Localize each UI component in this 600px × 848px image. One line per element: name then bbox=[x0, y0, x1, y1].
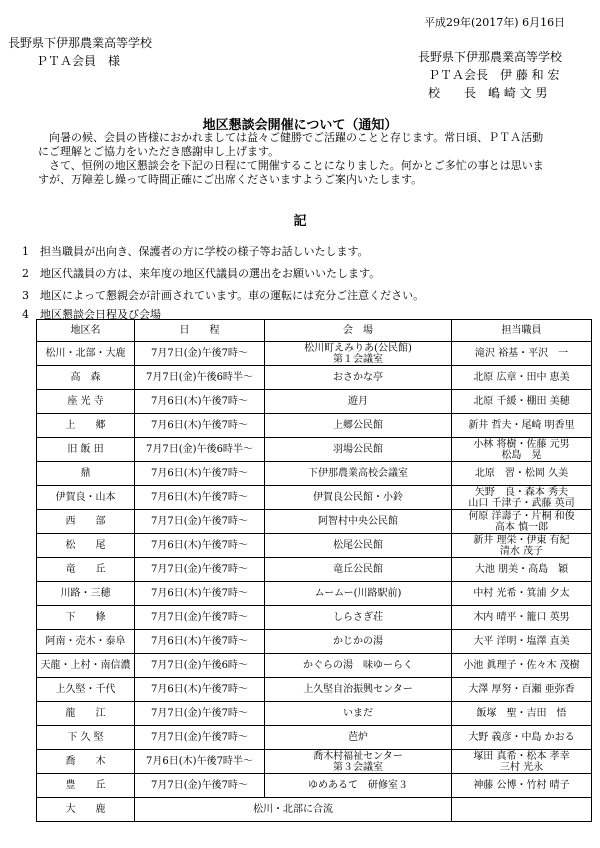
body-line: さて、恒例の地区懇談会を下記の日程にて開催することになりました。何かとご多忙の事とは思いま bbox=[49, 159, 544, 172]
district-cell: 鼎 bbox=[37, 462, 135, 486]
staff-cell: 新井 理栄・伊東 有紀 清水 茂子 bbox=[452, 534, 592, 558]
document-title: 地区懇談会開催について（通知） bbox=[202, 118, 398, 133]
notice-item-4: 4 地区懇談会日程及び会場 bbox=[22, 308, 161, 321]
sender-principal: 校 長 嶋 崎 文 男 bbox=[428, 86, 548, 100]
schedule-row bbox=[37, 702, 592, 726]
schedule-row bbox=[37, 606, 592, 630]
district-cell: 伊賀良・山本 bbox=[37, 486, 135, 510]
district-cell: 上久堅・千代 bbox=[37, 678, 135, 702]
schedule-cell: 7月7日(金)午後6時半～ bbox=[135, 438, 265, 462]
schedule-table bbox=[36, 319, 592, 822]
body-line: すが、万障差し繰って時間正確にご出席くださいますようご案内いたします。 bbox=[38, 173, 423, 186]
schedule-body bbox=[37, 342, 592, 822]
schedule-cell: 7月7日(金)午後7時～ bbox=[135, 702, 265, 726]
venue-cell: 竜丘公民館 bbox=[265, 558, 452, 582]
district-cell: 大 鹿 bbox=[37, 798, 135, 822]
schedule-cell: 7月6日(木)午後7時～ bbox=[135, 462, 265, 486]
district-cell: 座 光 寺 bbox=[37, 390, 135, 414]
district-cell: 松川・北部・大鹿 bbox=[37, 342, 135, 366]
venue-cell: 松尾公民館 bbox=[265, 534, 452, 558]
recipient-name: ＰＴＡ会員 様 bbox=[36, 54, 121, 68]
schedule-cell: 7月6日(木)午後7時～ bbox=[135, 534, 265, 558]
district-cell: 龍 江 bbox=[37, 702, 135, 726]
schedule-row bbox=[37, 534, 592, 558]
header-staff: 担当職員 bbox=[452, 320, 592, 342]
notice-item-1: 1 担当職員が出向き、保護者の方に学校の様子等お話しいたします。 bbox=[22, 245, 369, 258]
schedule-cell: 7月7日(金)午後7時～ bbox=[135, 774, 265, 798]
venue-cell: しらさぎ荘 bbox=[265, 606, 452, 630]
body-line: にご理解とご協力をいただき感謝申し上げます。 bbox=[38, 145, 280, 158]
venue-cell: いまだ bbox=[265, 702, 452, 726]
venue-cell: ムームー(川路駅前) bbox=[265, 582, 452, 606]
district-cell: 竜 丘 bbox=[37, 558, 135, 582]
empty-staff-cell bbox=[452, 798, 592, 822]
district-cell: 豊 丘 bbox=[37, 774, 135, 798]
venue-cell: 下伊那農業高校会議室 bbox=[265, 462, 452, 486]
schedule-row bbox=[37, 438, 592, 462]
district-cell: 阿南・売木・泰阜 bbox=[37, 630, 135, 654]
district-cell: 西 部 bbox=[37, 510, 135, 534]
schedule-cell: 7月7日(金)午後7時～ bbox=[135, 606, 265, 630]
schedule-cell: 7月7日(金)午後7時～ bbox=[135, 558, 265, 582]
staff-cell: 中村 光希・箕浦 夕太 bbox=[452, 582, 592, 606]
schedule-row bbox=[37, 414, 592, 438]
venue-cell: 伊賀良公民館・小鈴 bbox=[265, 486, 452, 510]
venue-cell: 松川町えみりあ(公民館) 第１会議室 bbox=[265, 342, 452, 366]
schedule-cell: 7月6日(木)午後7時～ bbox=[135, 678, 265, 702]
header-venue: 会 場 bbox=[265, 320, 452, 342]
venue-cell: 上久堅自治振興センター bbox=[265, 678, 452, 702]
schedule-row bbox=[37, 342, 592, 366]
schedule-row bbox=[37, 486, 592, 510]
venue-cell: 芭炉 bbox=[265, 726, 452, 750]
schedule-cell: 7月6日(木)午後7時～ bbox=[135, 582, 265, 606]
schedule-row bbox=[37, 558, 592, 582]
ki-heading: 記 bbox=[293, 214, 307, 229]
schedule-cell: 7月7日(金)午後7時～ bbox=[135, 342, 265, 366]
schedule-row bbox=[37, 678, 592, 702]
staff-cell: 小池 眞理子・佐々木 茂樹 bbox=[452, 654, 592, 678]
schedule-row bbox=[37, 462, 592, 486]
schedule-row bbox=[37, 774, 592, 798]
schedule-cell: 7月7日(金)午後7時～ bbox=[135, 510, 265, 534]
venue-cell: かぐらの湯 味ゆーらく bbox=[265, 654, 452, 678]
schedule-row bbox=[37, 750, 592, 774]
staff-cell: 飯塚 聖・吉田 悟 bbox=[452, 702, 592, 726]
schedule-row bbox=[37, 510, 592, 534]
schedule-cell: 7月6日(木)午後7時～ bbox=[135, 630, 265, 654]
schedule-cell: 7月6日(木)午後7時～ bbox=[135, 414, 265, 438]
schedule-cell: 7月7日(金)午後6時半～ bbox=[135, 366, 265, 390]
schedule-cell: 7月7日(金)午後6時～ bbox=[135, 654, 265, 678]
staff-cell: 矢野 良・森本 秀夫 山口 千津子・武藤 英司 bbox=[452, 486, 592, 510]
merged-note-cell: 松川・北部に合流 bbox=[135, 798, 452, 822]
sender-school: 長野県下伊那農業高等学校 bbox=[418, 50, 563, 64]
staff-cell: 大野 義彦・中島 かおる bbox=[452, 726, 592, 750]
venue-cell: 上郷公民館 bbox=[265, 414, 452, 438]
district-cell: 旧 飯 田 bbox=[37, 438, 135, 462]
district-cell: 上 郷 bbox=[37, 414, 135, 438]
staff-cell: 何原 洋壽子・片桐 和俊 高本 慎一郎 bbox=[452, 510, 592, 534]
district-cell: 川路・三穂 bbox=[37, 582, 135, 606]
recipient-school: 長野県下伊那農業高等学校 bbox=[8, 36, 153, 50]
venue-cell: おさかな亭 bbox=[265, 366, 452, 390]
schedule-row bbox=[37, 654, 592, 678]
district-cell: 喬 木 bbox=[37, 750, 135, 774]
staff-cell: 大澤 厚努・百瀬 亜弥香 bbox=[452, 678, 592, 702]
header-schedule: 日 程 bbox=[135, 320, 265, 342]
staff-cell: 北原 広章・田中 恵美 bbox=[452, 366, 592, 390]
notice-item-2: 2 地区代議員の方は、来年度の地区代議員の選出をお願いいたします。 bbox=[22, 267, 381, 280]
venue-cell: 喬木村福祉センター 第３会議室 bbox=[265, 750, 452, 774]
document-date: 平成29年(2017年) 6月16日 bbox=[424, 16, 566, 29]
body-line: 向暑の候、会員の皆様におかれましては益々ご健勝でご活躍のことと存じます。常日頃、ＰＴＡ活動 bbox=[49, 131, 544, 144]
schedule-row bbox=[37, 366, 592, 390]
schedule-row-merged bbox=[37, 798, 592, 822]
venue-cell: かじかの湯 bbox=[265, 630, 452, 654]
body-paragraph bbox=[38, 131, 586, 187]
schedule-cell: 7月6日(木)午後7時～ bbox=[135, 390, 265, 414]
staff-cell: 滝沢 裕基・平沢 一 bbox=[452, 342, 592, 366]
schedule-row bbox=[37, 726, 592, 750]
staff-cell: 塚田 真希・松本 孝幸 三村 光永 bbox=[452, 750, 592, 774]
staff-cell: 北原 習・松岡 久美 bbox=[452, 462, 592, 486]
district-cell: 天龍・上村・南信濃 bbox=[37, 654, 135, 678]
district-cell: 下 條 bbox=[37, 606, 135, 630]
schedule-cell: 7月6日(木)午後7時～ bbox=[135, 486, 265, 510]
schedule-row bbox=[37, 630, 592, 654]
venue-cell: 羽場公民館 bbox=[265, 438, 452, 462]
staff-cell: 大平 洋明・塩澤 直美 bbox=[452, 630, 592, 654]
notice-item-3: 3 地区によって懇親会が計画されています。車の運転には充分ご注意ください。 bbox=[22, 289, 425, 302]
schedule-row bbox=[37, 390, 592, 414]
staff-cell: 新井 哲夫・尾崎 明香里 bbox=[452, 414, 592, 438]
schedule-header-row bbox=[37, 320, 592, 342]
staff-cell: 神藤 公博・竹村 晴子 bbox=[452, 774, 592, 798]
sender-pta-president: ＰＴＡ会長 伊 藤 和 宏 bbox=[428, 68, 560, 82]
schedule-row bbox=[37, 582, 592, 606]
schedule-cell: 7月7日(金)午後7時～ bbox=[135, 726, 265, 750]
district-cell: 松 尾 bbox=[37, 534, 135, 558]
staff-cell: 小林 将樹・佐藤 元男 松島 晃 bbox=[452, 438, 592, 462]
staff-cell: 大池 朋美・高島 穎 bbox=[452, 558, 592, 582]
district-cell: 高 森 bbox=[37, 366, 135, 390]
venue-cell: 遊月 bbox=[265, 390, 452, 414]
header-district: 地区名 bbox=[37, 320, 135, 342]
schedule-cell: 7月6日(木)午後7時半～ bbox=[135, 750, 265, 774]
venue-cell: 阿智村中央公民館 bbox=[265, 510, 452, 534]
venue-cell: ゆめあるて 研修室３ bbox=[265, 774, 452, 798]
district-cell: 下 久 堅 bbox=[37, 726, 135, 750]
staff-cell: 北原 千緩・棚田 美穂 bbox=[452, 390, 592, 414]
staff-cell: 木内 晴平・籠口 英男 bbox=[452, 606, 592, 630]
